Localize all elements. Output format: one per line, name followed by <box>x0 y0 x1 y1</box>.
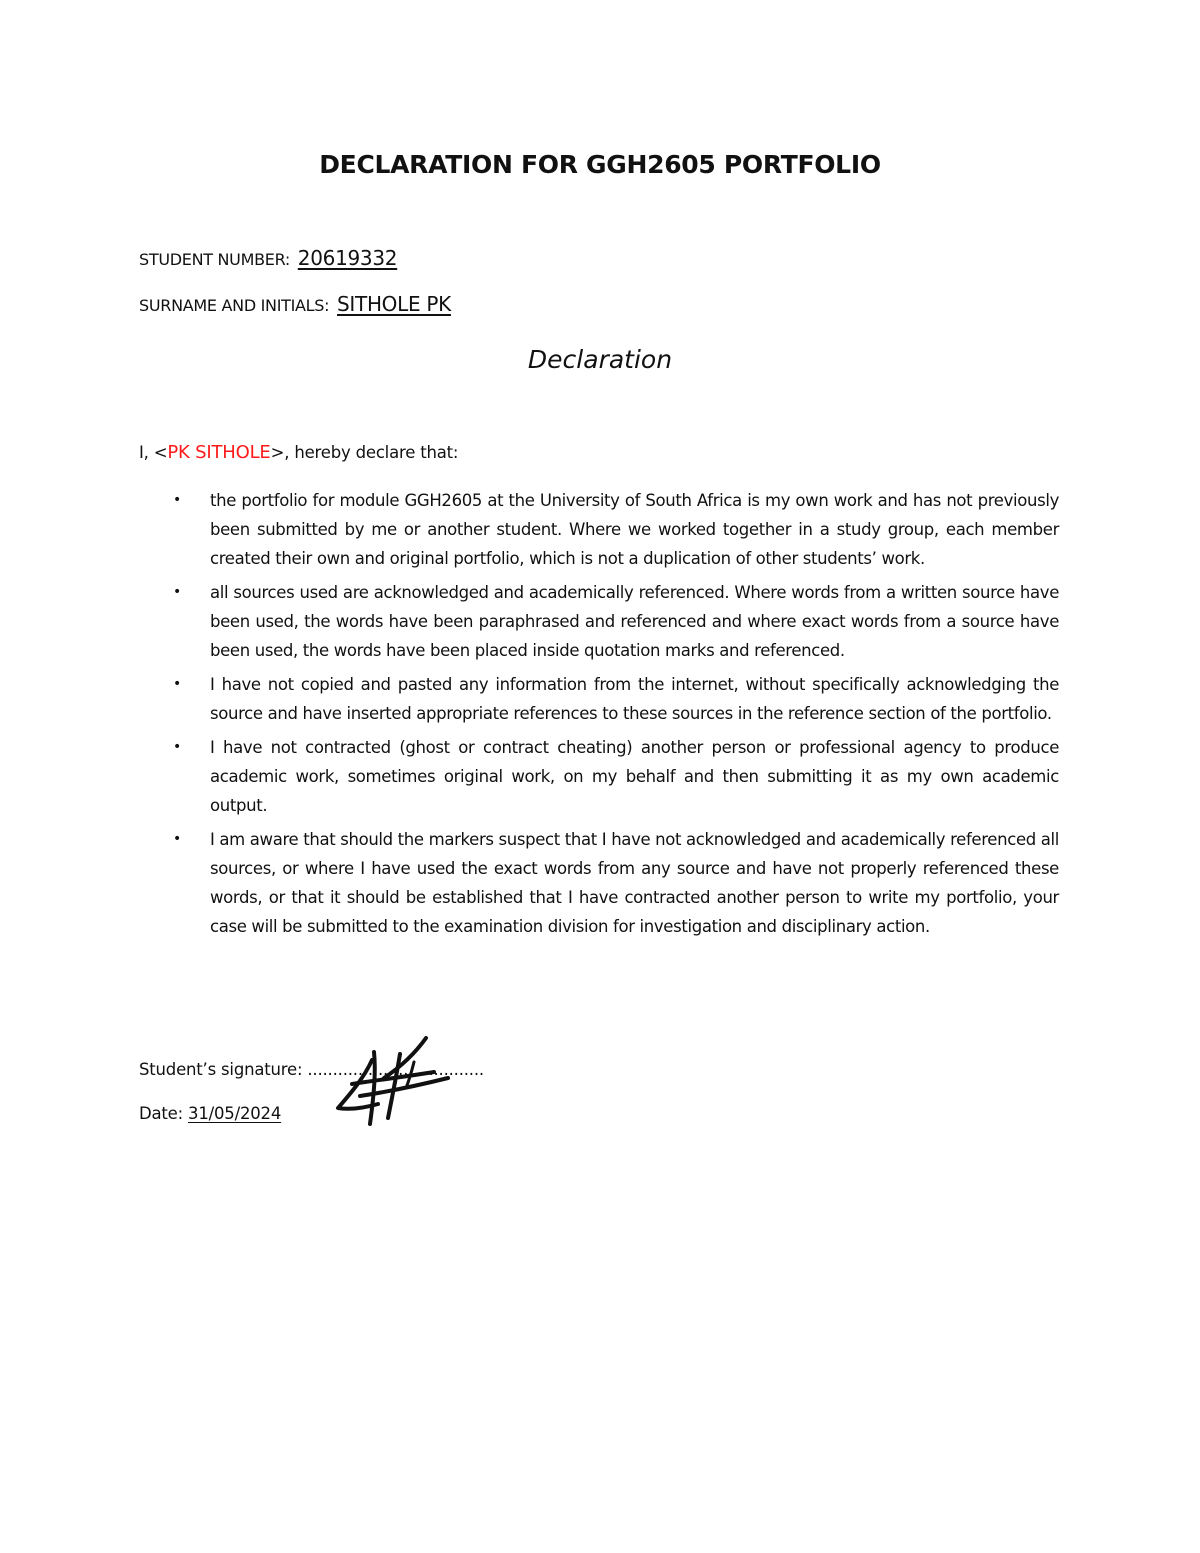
bullet-icon: • <box>173 831 181 847</box>
list-item <box>139 733 1059 820</box>
list-item <box>139 486 1059 573</box>
student-number-label: STUDENT NUMBER: <box>139 250 290 269</box>
list-item-text: I have not copied and pasted any information from the internet, without specifically acknowledging the source and have inserted appropriate references to these sources in the reference section of the portfolio. <box>210 675 1059 723</box>
date-line <box>139 1104 281 1123</box>
declaration-intro <box>139 442 458 463</box>
intro-suffix: >, hereby declare that: <box>270 443 459 462</box>
list-item <box>139 578 1059 665</box>
document-title: DECLARATION FOR GGH2605 PORTFOLIO <box>319 150 881 179</box>
declaration-list <box>139 486 1059 946</box>
list-item <box>139 825 1059 941</box>
list-item-text: I am aware that should the markers suspect that I have not acknowledged and academically referenced all sources, or where I have used the exact words from any source and have not properly referenced these words, or that it should be established that I have contracted another person to write my portfolio, your case will be submitted to the examination division for investigation and disciplinary action. <box>210 830 1059 936</box>
list-item-text: I have not contracted (ghost or contract cheating) another person or professional agency to produce academic work, sometimes original work, on my behalf and then submitting it as my own academic output. <box>210 738 1059 815</box>
handwritten-signature <box>330 1032 460 1132</box>
declaration-heading: Declaration <box>527 345 673 374</box>
list-item <box>139 670 1059 728</box>
intro-name: PK SITHOLE <box>167 442 271 463</box>
bullet-icon: • <box>173 676 181 692</box>
bullet-icon: • <box>173 492 181 508</box>
student-number-field <box>139 246 397 270</box>
date-label: Date: <box>139 1104 183 1123</box>
student-number-value: 20619332 <box>297 246 398 270</box>
list-item-text: the portfolio for module GGH2605 at the University of South Africa is my own work and has not previously been submitted by me or another student. Where we worked together in a study group, each member created their own and original portfolio, which is not a duplication of other students’ work. <box>210 491 1059 568</box>
signature-dots: ................................... <box>307 1060 484 1079</box>
intro-prefix: I, < <box>139 443 168 462</box>
signature-label: Student’s signature: <box>139 1060 303 1079</box>
bullet-icon: • <box>173 739 181 755</box>
bullet-icon: • <box>173 584 181 600</box>
surname-value: SITHOLE PK <box>337 292 451 316</box>
date-value: 31/05/2024 <box>188 1104 282 1123</box>
list-item-text: all sources used are acknowledged and academically referenced. Where words from a written source have been used, the words have been paraphrased and referenced and where exact words from a source have been used, the words have been placed inside quotation marks and referenced. <box>210 583 1059 660</box>
surname-label: SURNAME AND INITIALS: <box>139 296 330 315</box>
surname-field <box>139 292 451 316</box>
